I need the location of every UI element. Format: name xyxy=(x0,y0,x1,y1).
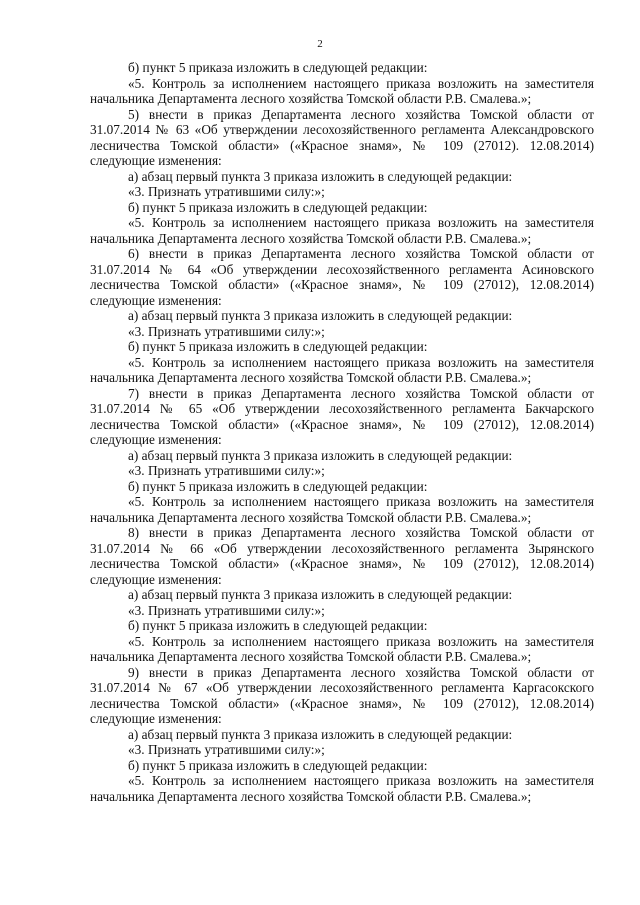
paragraph: а) абзац первый пункта 3 приказа изложить в следующей редакции: xyxy=(128,587,513,602)
paragraph: «3. Признать утратившими силу:»; xyxy=(128,323,325,339)
paragraph: «5. Контроль за исполнением настоящего приказа возложить на заместителя начальника Департамента лесного хозяйства Томской области Р.В. Смалева.»; xyxy=(90,354,594,385)
paragraph: б) пункт 5 приказа изложить в следующей редакции: xyxy=(128,478,428,494)
paragraph: б) пункт 5 приказа изложить в следующей редакции: xyxy=(128,618,428,633)
paragraph: «5. Контроль за исполнением настоящего приказа возложить на заместителя начальника Департамента лесного хозяйства Томской области Р.В. Смалева.»; xyxy=(90,633,594,664)
paragraph: 5) внести в приказ Департамента лесного хозяйства Томской области от 31.07.2014 № 63 «Об утверждении лесохозяйственного регламента Александровского лесничества Томской области» («Красное знамя», № 109 (27012). 12.08.2014) следующие изменения: xyxy=(90,106,594,168)
paragraph: б) пункт 5 приказа изложить в следующей редакции: xyxy=(128,757,428,773)
paragraph: «5. Контроль за исполнением настоящего приказа возложить на заместителя начальника Департамента лесного хозяйства Томской области Р.В. Смалева.»; xyxy=(90,494,594,525)
paragraph: «3. Признать утратившими силу:»; xyxy=(128,184,325,199)
paragraph: 7) внести в приказ Департамента лесного хозяйства Томской области от 31.07.2014 № 65 «Об утверждении лесохозяйственного регламента Бакчарского лесничества Томской области» («Красное знамя», № 109 (27012), 12.08.2014) следующие изменения: xyxy=(90,385,594,447)
document-body xyxy=(90,60,594,804)
paragraph: а) абзац первый пункта 3 приказа изложить в следующей редакции: xyxy=(128,168,513,184)
paragraph: «5. Контроль за исполнением настоящего приказа возложить на заместителя начальника Департамента лесного хозяйства Томской области Р.В. Смалева.»; xyxy=(90,75,594,106)
paragraph: 9) внести в приказ Департамента лесного хозяйства Томской области от 31.07.2014 № 67 «Об утверждении лесохозяйственного регламента Каргасокского лесничества Томской области» («Красное знамя», № 109 (27012), 12.08.2014) следующие изменения: xyxy=(90,664,594,726)
paragraph: «5. Контроль за исполнением настоящего приказа возложить на заместителя начальника Департамента лесного хозяйства Томской области Р.В. Смалева.»; xyxy=(90,215,594,246)
paragraph: а) абзац первый пункта 3 приказа изложить в следующей редакции: xyxy=(128,308,513,323)
paragraph: б) пункт 5 приказа изложить в следующей редакции: xyxy=(128,60,428,75)
paragraph: «3. Признать утратившими силу:»; xyxy=(128,602,325,618)
paragraph: «3. Признать утратившими силу:»; xyxy=(128,742,325,757)
paragraph: б) пункт 5 приказа изложить в следующей редакции: xyxy=(128,339,428,354)
paragraph: б) пункт 5 приказа изложить в следующей редакции: xyxy=(128,199,428,215)
paragraph: «3. Признать утратившими силу:»; xyxy=(128,463,325,478)
page-number: 2 xyxy=(317,38,323,50)
paragraph: а) абзац первый пункта 3 приказа изложить в следующей редакции: xyxy=(128,447,513,463)
paragraph: 6) внести в приказ Департамента лесного хозяйства Томской области от 31.07.2014 № 64 «Об утверждении лесохозяйственного регламента Асиновского лесничества Томской области» («Красное знамя», № 109 (27012), 12.08.2014) следующие изменения: xyxy=(90,246,594,308)
paragraph: 8) внести в приказ Департамента лесного хозяйства Томской области от 31.07.2014 № 66 «Об утверждении лесохозяйственного регламента Зырянского лесничества Томской области» («Красное знамя», № 109 (27012), 12.08.2014) следующие изменения: xyxy=(90,525,594,587)
paragraph: а) абзац первый пункта 3 приказа изложить в следующей редакции: xyxy=(128,726,513,742)
paragraph: «5. Контроль за исполнением настоящего приказа возложить на заместителя начальника Департамента лесного хозяйства Томской области Р.В. Смалева.»; xyxy=(90,773,594,804)
